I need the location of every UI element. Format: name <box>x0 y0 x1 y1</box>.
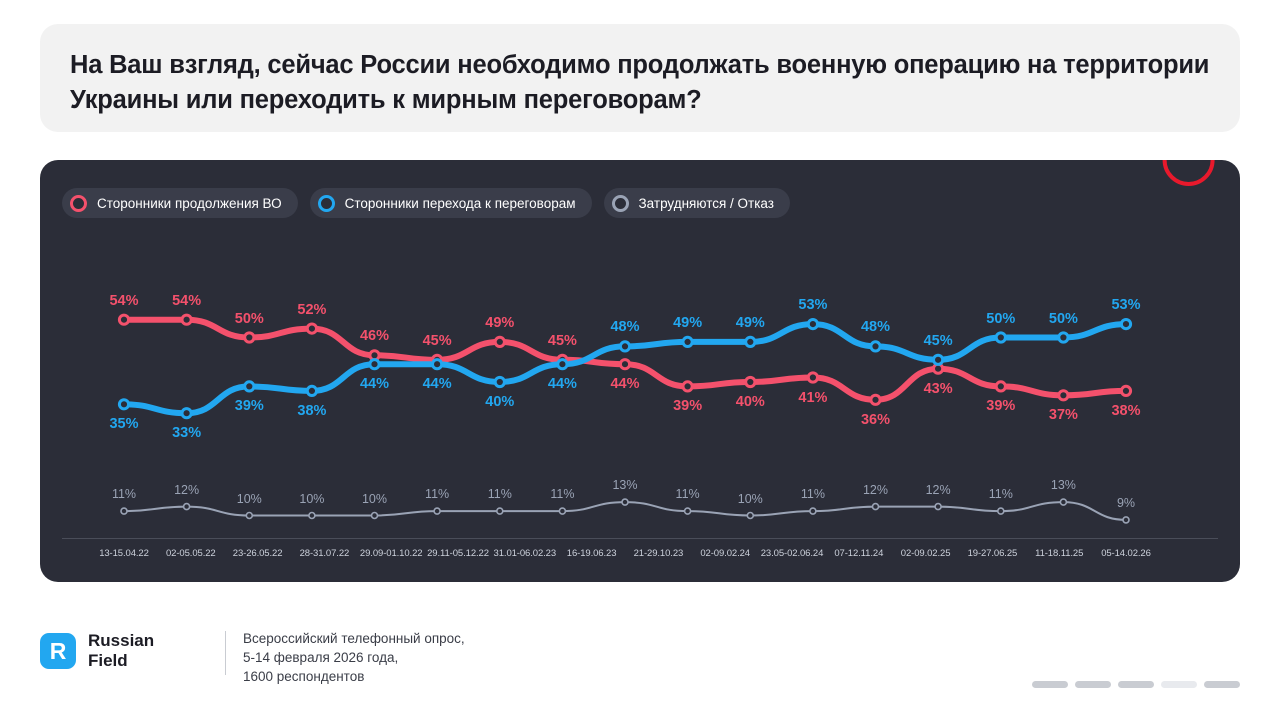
highlight-ring <box>1165 160 1213 184</box>
data-label: 39% <box>986 398 1016 415</box>
data-point[interactable] <box>1060 499 1066 505</box>
data-point[interactable] <box>871 342 880 351</box>
x-axis-tick-label: 28-31.07.22 <box>299 548 350 559</box>
data-point[interactable] <box>559 508 565 514</box>
chart-svg <box>40 160 1240 582</box>
data-label: 38% <box>1111 402 1141 419</box>
data-label: 49% <box>735 314 765 331</box>
data-point[interactable] <box>495 337 504 346</box>
data-label: 11% <box>800 487 825 502</box>
data-label: 45% <box>923 332 953 349</box>
data-point[interactable] <box>998 508 1004 514</box>
footer-note-line3: 1600 респондентов <box>243 669 365 684</box>
data-label: 35% <box>109 416 139 433</box>
data-point[interactable] <box>370 360 379 369</box>
line-chart-plot <box>40 160 1240 582</box>
x-axis-tick-label: 29.11-05.12.22 <box>427 548 489 559</box>
data-label: 54% <box>109 292 139 309</box>
data-label: 39% <box>234 398 264 415</box>
data-label: 10% <box>361 491 388 506</box>
data-label: 48% <box>610 319 640 336</box>
x-axis-tick-label: 29.09-01.10.22 <box>359 548 423 559</box>
data-label: 45% <box>547 332 577 349</box>
data-label: 40% <box>485 394 515 410</box>
data-point[interactable] <box>683 337 692 346</box>
data-label: 45% <box>422 332 452 349</box>
logo-text-line1: Russian <box>88 631 155 650</box>
legend-label-continue: Сторонники продолжения ВО <box>97 195 282 211</box>
data-label: 46% <box>359 328 390 345</box>
chart-panel <box>40 160 1240 582</box>
footer-divider <box>225 631 226 675</box>
data-point[interactable] <box>746 337 755 346</box>
pager-dot[interactable] <box>1032 681 1068 688</box>
brand-logo <box>40 631 154 671</box>
data-label: 11% <box>988 487 1013 502</box>
pager-dot[interactable] <box>1075 681 1111 688</box>
data-point[interactable] <box>747 513 753 519</box>
data-point[interactable] <box>245 382 254 391</box>
data-label: 37% <box>1048 407 1078 424</box>
x-axis-tick-label: 31.01-06.02.23 <box>493 548 557 559</box>
question-card <box>40 24 1240 132</box>
data-label: 11% <box>425 487 450 502</box>
data-point[interactable] <box>808 373 817 382</box>
data-point[interactable] <box>683 382 692 391</box>
slide-pager[interactable] <box>1032 681 1240 688</box>
data-label: 53% <box>1111 297 1141 314</box>
data-point[interactable] <box>182 409 191 418</box>
footer-note-line1: Всероссийский телефонный опрос, <box>243 631 465 646</box>
footer-note <box>243 629 465 686</box>
data-point[interactable] <box>558 360 567 369</box>
pager-dot[interactable] <box>1204 681 1240 688</box>
data-label: 11% <box>675 487 700 502</box>
x-axis-tick-label: 02-09.02.25 <box>900 548 951 559</box>
data-point[interactable] <box>182 315 191 324</box>
data-point[interactable] <box>873 504 879 510</box>
data-label: 10% <box>236 491 262 506</box>
data-point[interactable] <box>309 513 315 519</box>
data-label: 12% <box>174 482 200 497</box>
data-label: 50% <box>1048 310 1078 327</box>
data-label: 50% <box>986 310 1016 327</box>
legend-label-undecided: Затрудняются / Отказ <box>638 195 774 211</box>
data-point[interactable] <box>810 508 816 514</box>
data-label: 40% <box>735 394 765 410</box>
data-point[interactable] <box>996 333 1005 342</box>
data-label: 49% <box>485 314 515 331</box>
data-label: 44% <box>547 376 577 393</box>
data-label: 13% <box>612 478 638 493</box>
logo-mark-icon <box>40 633 76 669</box>
data-label: 11% <box>487 487 512 502</box>
logo-text-line2: Field <box>88 651 128 670</box>
data-point[interactable] <box>996 382 1005 391</box>
logo-glyph: R <box>49 637 67 664</box>
data-label: 36% <box>860 411 891 428</box>
x-axis-tick-label: 21-29.10.23 <box>633 548 684 559</box>
data-label: 33% <box>172 425 202 442</box>
pager-dot[interactable] <box>1118 681 1154 688</box>
data-label: 9% <box>1116 495 1136 510</box>
data-point[interactable] <box>685 508 691 514</box>
data-point[interactable] <box>934 355 943 364</box>
data-label: 43% <box>923 380 953 397</box>
data-point[interactable] <box>808 320 817 329</box>
data-point[interactable] <box>935 504 941 510</box>
data-label: 39% <box>673 398 703 415</box>
page-title: На Ваш взгляд, сейчас России необходимо продолжать военную операцию на территории Украины или переходить к мирным переговорам? <box>70 51 1210 114</box>
footer <box>40 625 1240 695</box>
x-axis-tick-label: 19-27.06.25 <box>967 548 1018 559</box>
x-axis-tick-label: 23.05-02.06.24 <box>760 548 824 559</box>
data-label: 10% <box>299 491 325 506</box>
data-point[interactable] <box>119 400 128 409</box>
data-point[interactable] <box>620 360 629 369</box>
x-axis-tick-label: 11-18.11.25 <box>1035 548 1084 559</box>
legend-label-negotiations: Сторонники перехода к переговорам <box>344 195 576 211</box>
data-label: 41% <box>798 389 828 406</box>
data-label: 44% <box>422 376 452 393</box>
x-axis-tick-label: 05-14.02.26 <box>1101 548 1151 559</box>
x-axis-tick-label: 16-19.06.23 <box>566 548 617 559</box>
data-point[interactable] <box>622 499 628 505</box>
x-axis-tick-label: 02-05.05.22 <box>165 548 216 559</box>
x-axis-line <box>62 538 1218 539</box>
footer-note-line2: 5-14 февраля 2026 года, <box>243 650 399 665</box>
data-point[interactable] <box>372 513 378 519</box>
data-label: 53% <box>798 297 828 314</box>
data-point[interactable] <box>620 342 629 351</box>
x-axis-tick-label: 23-26.05.22 <box>232 548 283 559</box>
x-axis-tick-label: 07-12.11.24 <box>834 548 884 559</box>
data-point[interactable] <box>246 513 252 519</box>
data-point[interactable] <box>1059 391 1068 400</box>
data-point[interactable] <box>307 386 316 395</box>
x-axis-tick-label: 13-15.04.22 <box>99 548 149 559</box>
data-point[interactable] <box>871 395 880 404</box>
data-label: 48% <box>860 319 891 336</box>
data-label: 52% <box>297 301 327 318</box>
data-point[interactable] <box>1059 333 1068 342</box>
data-point[interactable] <box>434 508 440 514</box>
data-label: 49% <box>673 314 703 331</box>
data-point[interactable] <box>307 324 316 333</box>
data-point[interactable] <box>495 377 504 386</box>
data-label: 54% <box>172 292 202 309</box>
data-label: 12% <box>862 482 889 497</box>
data-point[interactable] <box>245 333 254 342</box>
data-point[interactable] <box>119 315 128 324</box>
data-point[interactable] <box>497 508 503 514</box>
data-point[interactable] <box>1121 320 1130 329</box>
data-label: 12% <box>925 482 951 497</box>
data-point[interactable] <box>1121 386 1130 395</box>
data-label: 13% <box>1050 478 1076 493</box>
data-label: 50% <box>234 310 264 327</box>
data-point[interactable] <box>184 504 190 510</box>
x-axis-tick-label: 02-09.02.24 <box>700 548 750 559</box>
data-label: 44% <box>359 376 390 393</box>
data-label: 11% <box>111 487 137 502</box>
data-point[interactable] <box>433 360 442 369</box>
pager-dot[interactable] <box>1161 681 1197 688</box>
data-label: 11% <box>550 487 575 502</box>
data-point[interactable] <box>746 377 755 386</box>
data-label: 38% <box>297 402 327 419</box>
data-point[interactable] <box>1123 517 1129 523</box>
data-label: 44% <box>610 376 640 393</box>
data-point[interactable] <box>121 508 127 514</box>
data-label: 10% <box>737 491 763 506</box>
